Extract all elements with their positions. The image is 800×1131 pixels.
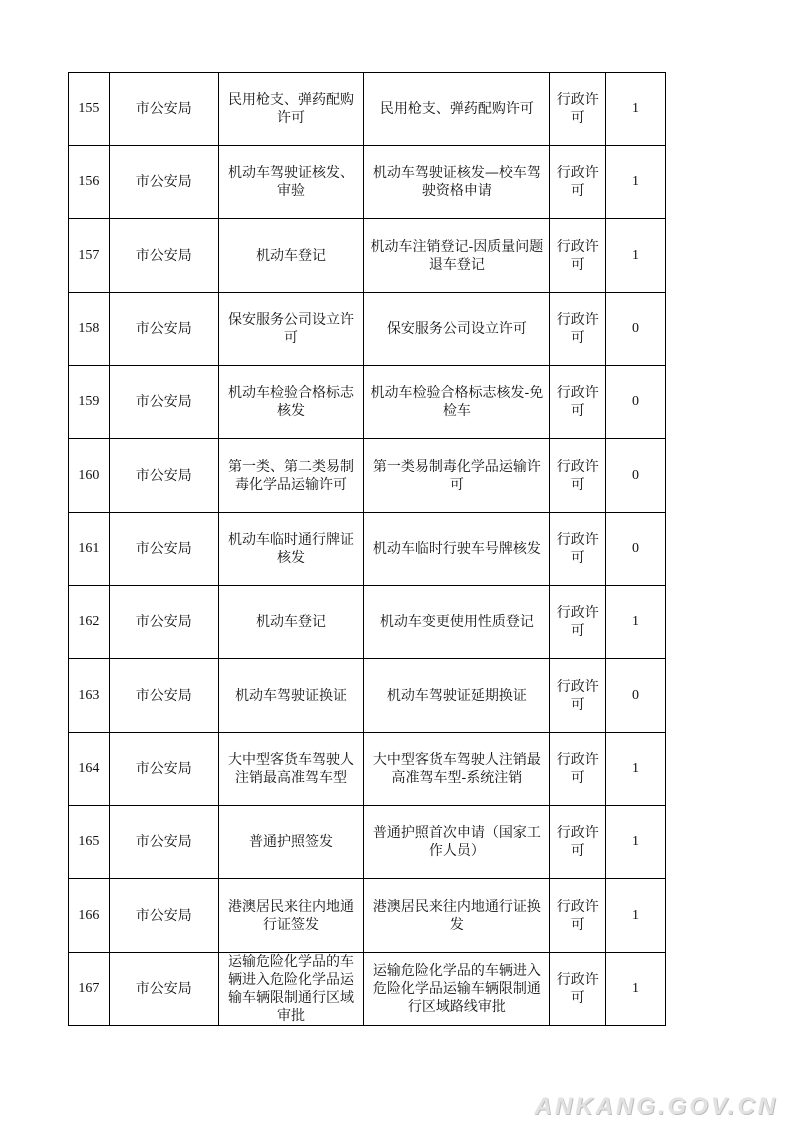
item-type-cell: 行政许可 <box>550 733 606 806</box>
count-cell: 1 <box>606 953 666 1026</box>
department-cell: 市公安局 <box>109 806 218 879</box>
item-type-cell: 行政许可 <box>550 586 606 659</box>
item-type-cell: 行政许可 <box>550 73 606 146</box>
sub-item-cell: 运输危险化学品的车辆进入危险化学品运输车辆限制通行区域路线审批 <box>364 953 550 1026</box>
main-item-cell: 机动车登记 <box>218 219 364 293</box>
approval-items-table <box>68 72 666 1026</box>
row-number-cell: 161 <box>69 513 110 586</box>
main-item-cell: 运输危险化学品的车辆进入危险化学品运输车辆限制通行区域审批 <box>218 953 364 1026</box>
department-cell: 市公安局 <box>109 366 218 439</box>
sub-item-cell: 大中型客货车驾驶人注销最高准驾车型-系统注销 <box>364 733 550 806</box>
main-item-cell: 机动车登记 <box>218 586 364 659</box>
department-cell: 市公安局 <box>109 586 218 659</box>
row-number-cell: 164 <box>69 733 110 806</box>
item-type-cell: 行政许可 <box>550 439 606 513</box>
table-row <box>69 806 666 879</box>
sub-item-cell: 港澳居民来往内地通行证换发 <box>364 879 550 953</box>
table-row <box>69 366 666 439</box>
department-cell: 市公安局 <box>109 293 218 366</box>
main-item-cell: 机动车临时通行牌证核发 <box>218 513 364 586</box>
item-type-cell: 行政许可 <box>550 293 606 366</box>
main-item-cell: 港澳居民来往内地通行证签发 <box>218 879 364 953</box>
sub-item-cell: 机动车临时行驶车号牌核发 <box>364 513 550 586</box>
count-cell: 1 <box>606 879 666 953</box>
sub-item-cell: 机动车检验合格标志核发-免检车 <box>364 366 550 439</box>
row-number-cell: 165 <box>69 806 110 879</box>
row-number-cell: 160 <box>69 439 110 513</box>
item-type-cell: 行政许可 <box>550 146 606 219</box>
item-type-cell: 行政许可 <box>550 879 606 953</box>
department-cell: 市公安局 <box>109 879 218 953</box>
table-row <box>69 293 666 366</box>
main-item-cell: 大中型客货车驾驶人注销最高准驾车型 <box>218 733 364 806</box>
table-row <box>69 659 666 733</box>
row-number-cell: 155 <box>69 73 110 146</box>
row-number-cell: 163 <box>69 659 110 733</box>
main-item-cell: 保安服务公司设立许可 <box>218 293 364 366</box>
table-row <box>69 953 666 1026</box>
table-row <box>69 73 666 146</box>
row-number-cell: 167 <box>69 953 110 1026</box>
count-cell: 0 <box>606 513 666 586</box>
main-item-cell: 机动车驾驶证换证 <box>218 659 364 733</box>
row-number-cell: 162 <box>69 586 110 659</box>
main-item-cell: 普通护照签发 <box>218 806 364 879</box>
item-type-cell: 行政许可 <box>550 806 606 879</box>
table-body <box>69 73 666 1026</box>
sub-item-cell: 第一类易制毒化学品运输许可 <box>364 439 550 513</box>
count-cell: 0 <box>606 439 666 513</box>
sub-item-cell: 保安服务公司设立许可 <box>364 293 550 366</box>
row-number-cell: 156 <box>69 146 110 219</box>
sub-item-cell: 机动车驾驶证延期换证 <box>364 659 550 733</box>
department-cell: 市公安局 <box>109 439 218 513</box>
main-item-cell: 机动车检验合格标志核发 <box>218 366 364 439</box>
main-item-cell: 机动车驾驶证核发、审验 <box>218 146 364 219</box>
count-cell: 0 <box>606 366 666 439</box>
item-type-cell: 行政许可 <box>550 513 606 586</box>
row-number-cell: 166 <box>69 879 110 953</box>
row-number-cell: 159 <box>69 366 110 439</box>
count-cell: 1 <box>606 806 666 879</box>
count-cell: 1 <box>606 586 666 659</box>
table-row <box>69 439 666 513</box>
item-type-cell: 行政许可 <box>550 659 606 733</box>
sub-item-cell: 民用枪支、弹药配购许可 <box>364 73 550 146</box>
row-number-cell: 157 <box>69 219 110 293</box>
department-cell: 市公安局 <box>109 953 218 1026</box>
item-type-cell: 行政许可 <box>550 953 606 1026</box>
table-row <box>69 219 666 293</box>
department-cell: 市公安局 <box>109 73 218 146</box>
sub-item-cell: 机动车注销登记-因质量问题退车登记 <box>364 219 550 293</box>
count-cell: 1 <box>606 146 666 219</box>
row-number-cell: 158 <box>69 293 110 366</box>
item-type-cell: 行政许可 <box>550 219 606 293</box>
table-row <box>69 513 666 586</box>
table-row <box>69 879 666 953</box>
main-item-cell: 民用枪支、弹药配购许可 <box>218 73 364 146</box>
sub-item-cell: 普通护照首次申请（国家工作人员） <box>364 806 550 879</box>
department-cell: 市公安局 <box>109 513 218 586</box>
item-type-cell: 行政许可 <box>550 366 606 439</box>
count-cell: 0 <box>606 293 666 366</box>
count-cell: 1 <box>606 733 666 806</box>
sub-item-cell: 机动车驾驶证核发—校车驾驶资格申请 <box>364 146 550 219</box>
table-row <box>69 586 666 659</box>
count-cell: 1 <box>606 73 666 146</box>
sub-item-cell: 机动车变更使用性质登记 <box>364 586 550 659</box>
department-cell: 市公安局 <box>109 146 218 219</box>
department-cell: 市公安局 <box>109 733 218 806</box>
site-watermark: ANKANG.GOV.CN <box>534 1093 778 1120</box>
department-cell: 市公安局 <box>109 219 218 293</box>
count-cell: 0 <box>606 659 666 733</box>
table-row <box>69 733 666 806</box>
count-cell: 1 <box>606 219 666 293</box>
main-item-cell: 第一类、第二类易制毒化学品运输许可 <box>218 439 364 513</box>
department-cell: 市公安局 <box>109 659 218 733</box>
table-row <box>69 146 666 219</box>
